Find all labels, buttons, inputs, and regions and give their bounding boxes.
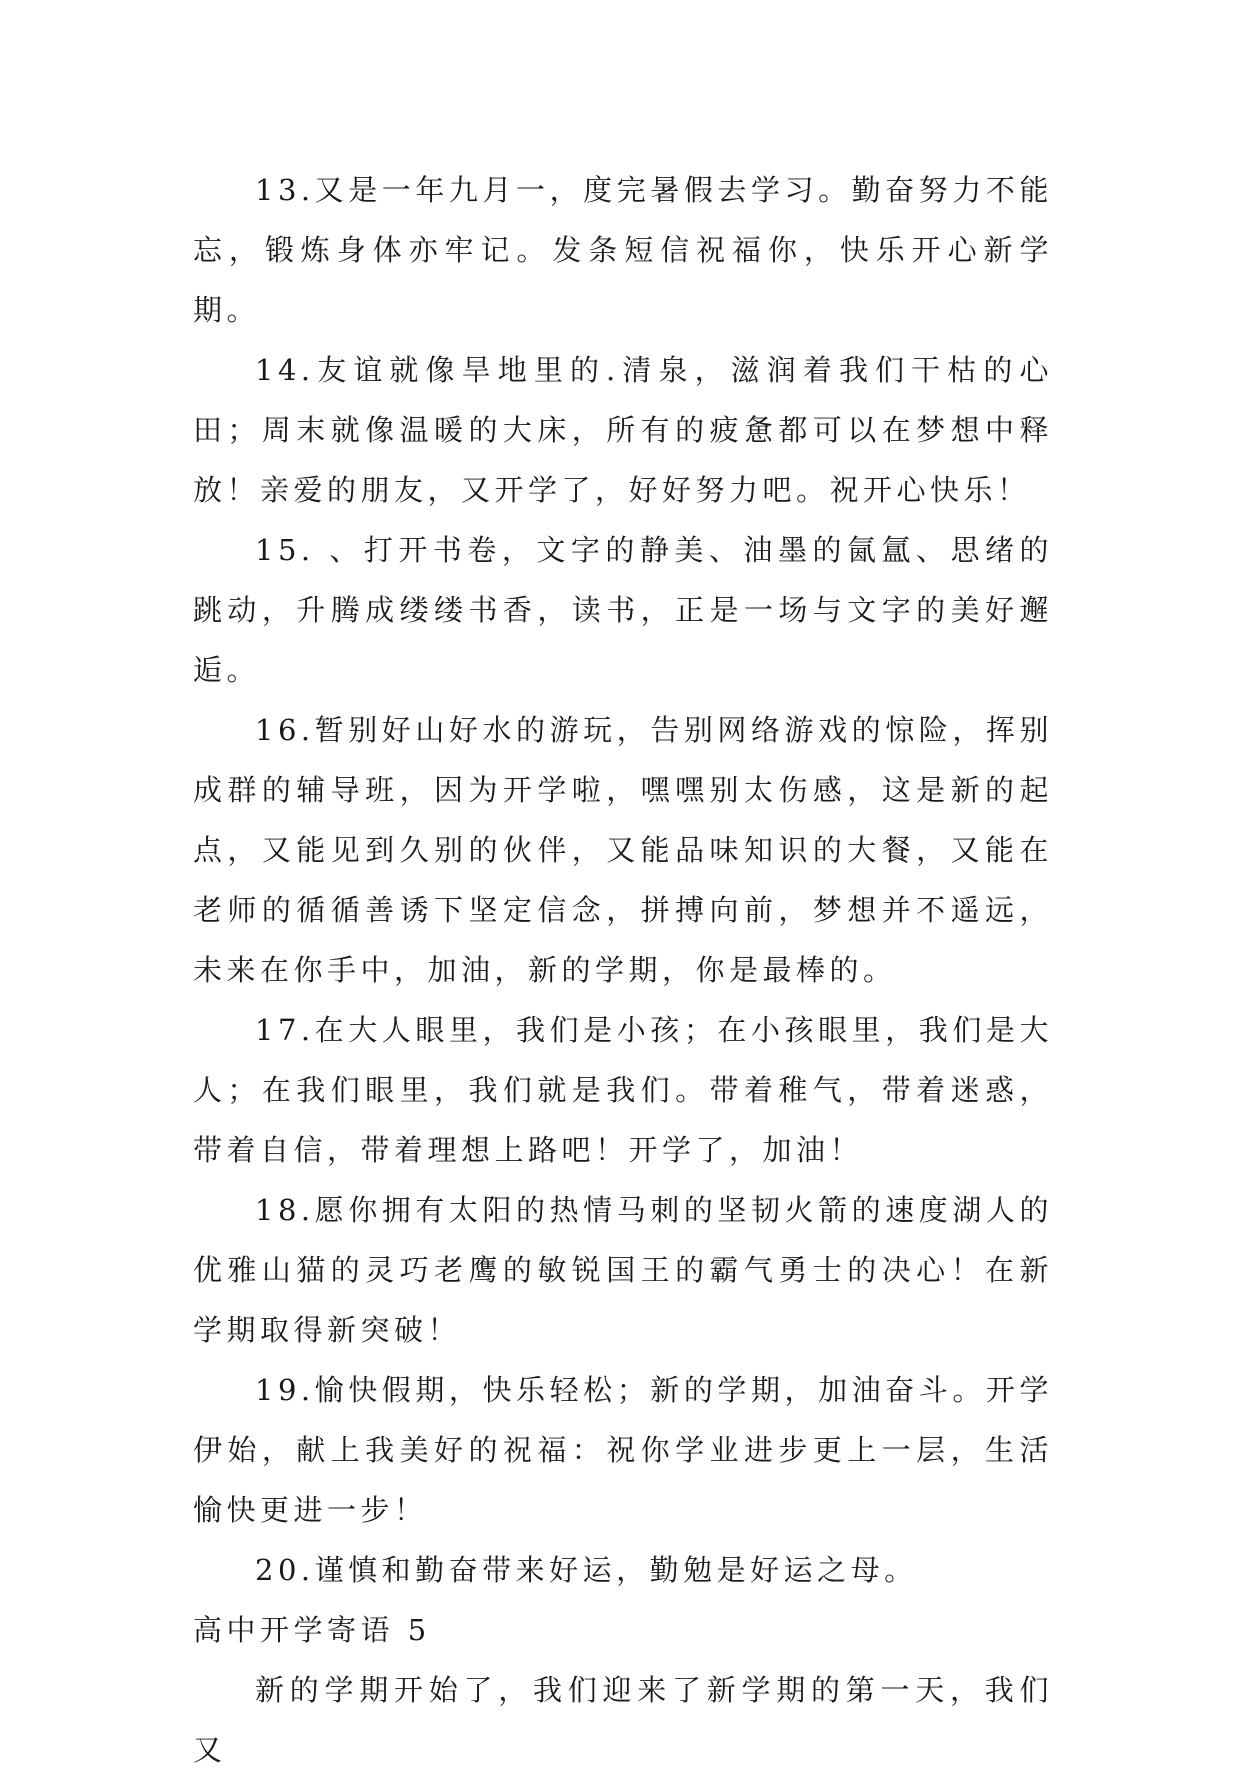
paragraph-14: 14.友谊就像旱地里的.清泉，滋润着我们干枯的心田；周末就像温暖的大床，所有的疲惫都可以在梦想中释放！亲爱的朋友，又开学了，好好努力吧。祝开心快乐！	[193, 353, 1053, 507]
paragraph-19: 19.愉快假期，快乐轻松；新的学期，加油奋斗。开学伊始，献上我美好的祝福：祝你学业进步更上一层，生活愉快更进一步！	[193, 1373, 1053, 1527]
paragraph-13: 13.又是一年九月一，度完暑假去学习。勤奋努力不能忘，锻炼身体亦牢记。发条短信祝福你，快乐开心新学期。	[193, 173, 1053, 327]
paragraph-18: 18.愿你拥有太阳的热情马刺的坚韧火箭的速度湖人的优雅山猫的灵巧老鹰的敏锐国王的霸气勇士的决心！在新学期取得新突破！	[193, 1193, 1053, 1347]
paragraph-20: 20.谨慎和勤奋带来好运，勤勉是好运之母。	[255, 1553, 918, 1587]
paragraph-17: 17.在大人眼里，我们是小孩；在小孩眼里，我们是大人；在我们眼里，我们就是我们。带着稚气，带着迷惑，带着自信，带着理想上路吧！开学了，加油！	[193, 1013, 1053, 1167]
closing-paragraph: 新的学期开始了，我们迎来了新学期的第一天，我们又	[193, 1673, 1053, 1767]
paragraph-15: 15. 、打开书卷，文字的静美、油墨的氤氲、思绪的跳动，升腾成缕缕书香，读书，正是一场与文字的美好邂逅。	[193, 533, 1053, 687]
section-heading: 高中开学寄语 5	[193, 1613, 431, 1647]
paragraph-16: 16.暂别好山好水的游玩，告别网络游戏的惊险，挥别成群的辅导班，因为开学啦，嘿嘿别太伤感，这是新的起点，又能见到久别的伙伴，又能品味知识的大餐，又能在老师的循循善诱下坚定信念，拼搏向前，梦想并不遥远，未来在你手中，加油，新的学期，你是最棒的。	[193, 713, 1053, 987]
document-body	[193, 160, 1053, 1780]
